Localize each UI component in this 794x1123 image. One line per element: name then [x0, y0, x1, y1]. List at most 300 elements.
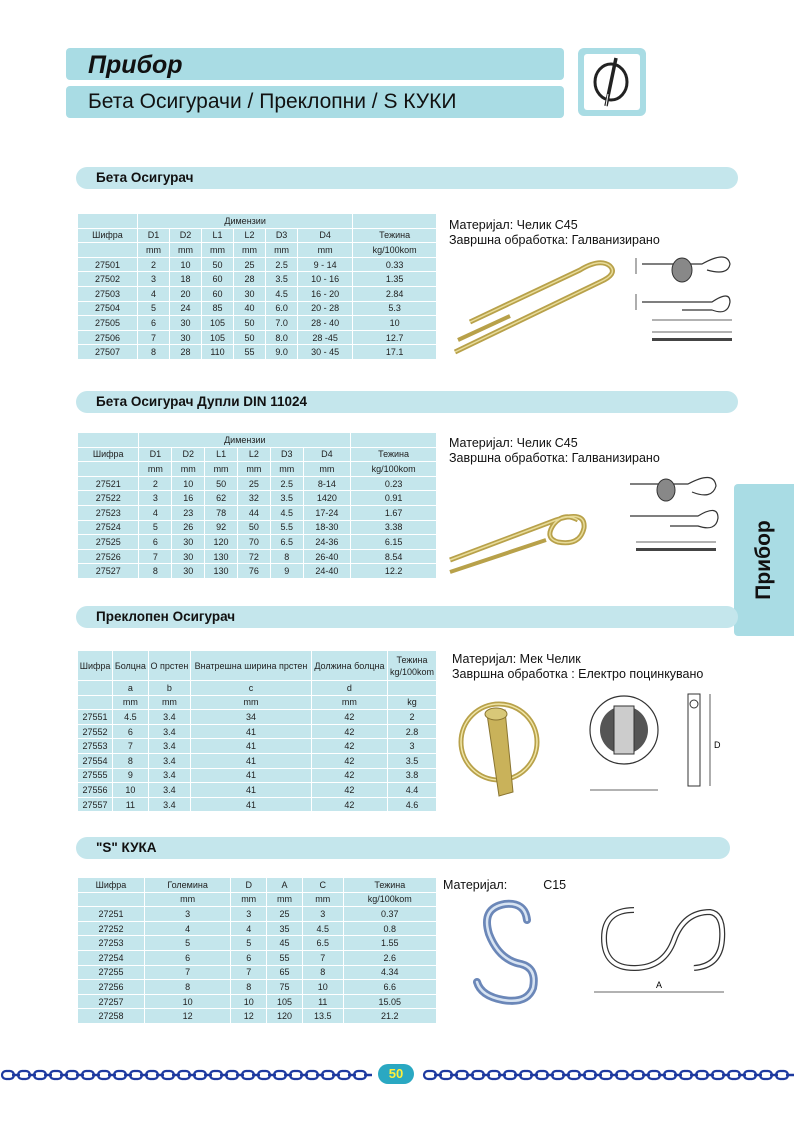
table-row — [78, 936, 437, 951]
linch-pin-material — [452, 652, 703, 682]
table-group-header — [78, 433, 437, 448]
page-title: Прибор — [88, 51, 183, 79]
unit-cell: mm — [311, 695, 387, 710]
table-cell: 30 - 45 — [298, 345, 353, 360]
table-cell: 30 — [172, 535, 205, 550]
table-cell: 27521 — [78, 476, 139, 491]
table-cell: 8-14 — [303, 476, 350, 491]
table-cell: 3.5 — [387, 753, 436, 768]
table-header-row — [78, 651, 437, 681]
table-cell: 16 - 20 — [298, 286, 353, 301]
page-subtitle-bar — [66, 86, 564, 118]
r-clip-logo-icon — [578, 48, 646, 116]
table-row — [78, 907, 437, 922]
table-cell: 7 — [139, 549, 172, 564]
table-cell: 9 — [113, 768, 149, 783]
table-cell: 10 — [231, 994, 267, 1009]
table-cell: 0.8 — [343, 921, 436, 936]
chain-decoration-left — [0, 1068, 372, 1082]
table-cell: 120 — [267, 1009, 303, 1024]
table-cell: 6 — [137, 316, 169, 331]
column-header: D4 — [298, 228, 353, 243]
table-cell: 6.15 — [351, 535, 437, 550]
unit-cell — [78, 695, 113, 710]
side-tab-label: Прибор — [752, 520, 775, 600]
table-cell: 27507 — [78, 345, 138, 360]
table-cell: 55 — [267, 950, 303, 965]
table-cell: 8 — [231, 980, 267, 995]
unit-cell: mm — [298, 243, 353, 258]
table-row — [78, 520, 437, 535]
table-cell: 12 — [144, 1009, 230, 1024]
table-cell: 2 — [139, 476, 172, 491]
table-cell: 0.37 — [343, 907, 436, 922]
column-header: Шифра — [78, 447, 139, 462]
column-header: A — [267, 878, 303, 893]
table-cell: 4.5 — [113, 710, 149, 725]
table-cell: 4.6 — [387, 797, 436, 812]
table-cell: 1420 — [303, 491, 350, 506]
page-subtitle: Бета Осигурачи / Преклопни / S КУКИ — [88, 90, 457, 113]
column-header: Тежина kg/100kom — [387, 651, 436, 681]
table-cell: 11 — [113, 797, 149, 812]
table-cell: 4 — [139, 505, 172, 520]
table-cell: 7.0 — [266, 316, 298, 331]
table-row — [78, 564, 437, 579]
table-cell: 26 — [172, 520, 205, 535]
table-cell: 10 — [172, 476, 205, 491]
unit-cell: mm — [270, 462, 303, 477]
table-letters-row — [78, 681, 437, 696]
table-cell: 3.4 — [148, 783, 191, 798]
table-cell: 4.34 — [343, 965, 436, 980]
table-cell: 27557 — [78, 797, 113, 812]
svg-text:A: A — [656, 980, 663, 990]
table-cell: 32 — [238, 491, 271, 506]
table-row — [78, 965, 437, 980]
group-header-cell: Димензии — [137, 214, 352, 229]
table-row — [78, 768, 437, 783]
table-cell: 27527 — [78, 564, 139, 579]
unit-cell: mm — [139, 462, 172, 477]
column-header: D1 — [139, 447, 172, 462]
double-pin-drawing — [620, 470, 730, 560]
column-header: L1 — [201, 228, 233, 243]
s-hook-photo — [455, 898, 555, 1008]
s-hook-drawing — [584, 900, 734, 1000]
column-header: Тежина — [351, 447, 437, 462]
unit-cell: mm — [137, 243, 169, 258]
table-cell: 4 — [137, 286, 169, 301]
table-cell: 27504 — [78, 301, 138, 316]
table-cell: 8 — [144, 980, 230, 995]
table-row — [78, 257, 437, 272]
table-cell: 2.8 — [387, 724, 436, 739]
table-cell: 27524 — [78, 520, 139, 535]
table-cell: 3.4 — [148, 797, 191, 812]
table-units-row — [78, 892, 437, 907]
table-cell: 3 — [231, 907, 267, 922]
table-cell: 105 — [201, 330, 233, 345]
table-cell: 25 — [234, 257, 266, 272]
table-cell: 62 — [205, 491, 238, 506]
letter-cell — [78, 681, 113, 696]
table-cell: 50 — [201, 257, 233, 272]
table-cell: 30 — [172, 564, 205, 579]
table-cell: 44 — [238, 505, 271, 520]
table-cell: 65 — [267, 965, 303, 980]
column-header: Болцна — [113, 651, 149, 681]
column-header: D — [231, 878, 267, 893]
table-cell: 10 — [302, 980, 343, 995]
table-cell: 27505 — [78, 316, 138, 331]
table-cell: 41 — [191, 753, 312, 768]
unit-cell: mm — [231, 892, 267, 907]
table-cell: 3.5 — [270, 491, 303, 506]
table-row — [78, 316, 437, 331]
table-cell: 2.5 — [270, 476, 303, 491]
table-cell: 3.8 — [387, 768, 436, 783]
table-cell: 70 — [238, 535, 271, 550]
table-row — [78, 505, 437, 520]
column-header: Шифра — [78, 651, 113, 681]
unit-cell: mm — [234, 243, 266, 258]
table-cell: 25 — [238, 476, 271, 491]
linch-pin-photo — [447, 692, 572, 802]
table-cell: 30 — [169, 330, 201, 345]
table-row — [78, 301, 437, 316]
table-cell: 41 — [191, 797, 312, 812]
table-cell: 3 — [144, 907, 230, 922]
table-cell: 12 — [231, 1009, 267, 1024]
table-cell: 2 — [387, 710, 436, 725]
table-cell: 3.4 — [148, 739, 191, 754]
table-cell: 0.23 — [351, 476, 437, 491]
table-row — [78, 739, 437, 754]
column-header: L1 — [205, 447, 238, 462]
unit-cell: kg — [387, 695, 436, 710]
table-row — [78, 286, 437, 301]
table-units-row — [78, 462, 437, 477]
table-cell: 34 — [191, 710, 312, 725]
table-cell: 27252 — [78, 921, 145, 936]
finish-line: Завршна обработка : Електро поцинкувано — [452, 667, 704, 681]
unit-cell — [78, 462, 139, 477]
table-cell: 0.33 — [353, 257, 437, 272]
table-cell: 26-40 — [303, 549, 350, 564]
table-cell: 7 — [144, 965, 230, 980]
table-cell: 28 - 40 — [298, 316, 353, 331]
svg-text:D: D — [714, 740, 721, 750]
table-cell: 6 — [139, 535, 172, 550]
unit-label: kg/100kom — [389, 666, 434, 677]
table-cell: 27551 — [78, 710, 113, 725]
unit-cell: mm — [172, 462, 205, 477]
double-pin-photo — [446, 490, 596, 590]
column-header: L2 — [238, 447, 271, 462]
table-cell: 1.55 — [343, 936, 436, 951]
table-cell: 3 — [139, 491, 172, 506]
column-header: L2 — [234, 228, 266, 243]
table-cell: 27522 — [78, 491, 139, 506]
table-cell: 9 — [270, 564, 303, 579]
table-cell: 6 — [113, 724, 149, 739]
table-cell: 27554 — [78, 753, 113, 768]
beta-pin-drawing — [632, 250, 742, 345]
table-cell: 27257 — [78, 994, 145, 1009]
beta-pin-table — [77, 213, 437, 360]
letter-cell — [387, 681, 436, 696]
table-cell — [78, 214, 138, 229]
table-cell: 27555 — [78, 768, 113, 783]
table-cell: 110 — [201, 345, 233, 360]
table-cell: 30 — [172, 549, 205, 564]
unit-cell: mm — [144, 892, 230, 907]
table-cell: 3.4 — [148, 710, 191, 725]
table-cell: 105 — [201, 316, 233, 331]
table-cell: 27256 — [78, 980, 145, 995]
table-cell: 6.5 — [302, 936, 343, 951]
table-cell: 6.0 — [266, 301, 298, 316]
column-header: Должина болцна — [311, 651, 387, 681]
table-cell — [353, 214, 437, 229]
table-cell: 35 — [267, 921, 303, 936]
table-group-header — [78, 214, 437, 229]
table-cell: 15.05 — [343, 994, 436, 1009]
table-cell: 24-36 — [303, 535, 350, 550]
table-cell: 76 — [238, 564, 271, 579]
table-cell: 50 — [234, 316, 266, 331]
column-header: Тежина — [353, 228, 437, 243]
table-cell: 10 — [113, 783, 149, 798]
table-row — [78, 753, 437, 768]
table-cell: 42 — [311, 783, 387, 798]
table-cell: 18-30 — [303, 520, 350, 535]
double-pin-material — [449, 436, 660, 466]
table-row — [78, 535, 437, 550]
table-cell: 27503 — [78, 286, 138, 301]
table-cell: 10 — [353, 316, 437, 331]
material-line: Материјал: Челик C45 — [449, 436, 578, 450]
table-cell: 8 — [302, 965, 343, 980]
table-cell: 41 — [191, 739, 312, 754]
material-line: Материјал: Челик C45 — [449, 218, 578, 232]
chain-decoration-right — [422, 1068, 794, 1082]
unit-cell: mm — [169, 243, 201, 258]
column-header: Внатрешна ширина прстен — [191, 651, 312, 681]
table-cell: 42 — [311, 710, 387, 725]
table-cell: 41 — [191, 768, 312, 783]
table-cell: 27254 — [78, 950, 145, 965]
unit-cell: mm — [113, 695, 149, 710]
table-cell: 8.0 — [266, 330, 298, 345]
table-row — [78, 980, 437, 995]
table-cell: 50 — [238, 520, 271, 535]
table-cell: 27525 — [78, 535, 139, 550]
table-cell: 27523 — [78, 505, 139, 520]
table-cell: 10 — [144, 994, 230, 1009]
table-cell: 5 — [137, 301, 169, 316]
unit-cell: kg/100kom — [343, 892, 436, 907]
table-cell: 3 — [137, 272, 169, 287]
table-cell: 8 — [113, 753, 149, 768]
finish-line: Завршна обработка: Галванизирано — [449, 233, 660, 247]
table-cell: 4 — [231, 921, 267, 936]
table-cell: 28 -45 — [298, 330, 353, 345]
column-header: C — [302, 878, 343, 893]
table-row — [78, 272, 437, 287]
table-row — [78, 491, 437, 506]
table-header-row — [78, 878, 437, 893]
table-cell: 4.4 — [387, 783, 436, 798]
unit-cell: kg/100kom — [353, 243, 437, 258]
table-cell: 6.5 — [270, 535, 303, 550]
table-cell: 42 — [311, 724, 387, 739]
table-cell: 12.7 — [353, 330, 437, 345]
table-cell: 42 — [311, 797, 387, 812]
table-cell: 92 — [205, 520, 238, 535]
table-cell: 8 — [270, 549, 303, 564]
letter-cell: b — [148, 681, 191, 696]
column-header: D1 — [137, 228, 169, 243]
unit-cell: mm — [302, 892, 343, 907]
table-cell: 7 — [137, 330, 169, 345]
table-cell: 41 — [191, 783, 312, 798]
table-cell: 2.5 — [266, 257, 298, 272]
table-cell: 78 — [205, 505, 238, 520]
beta-pin-material — [449, 218, 660, 248]
table-cell: 18 — [169, 272, 201, 287]
column-header: D2 — [172, 447, 205, 462]
table-cell: 4.5 — [302, 921, 343, 936]
column-header: Шифра — [78, 228, 138, 243]
table-cell: 27255 — [78, 965, 145, 980]
table-cell: 5.5 — [270, 520, 303, 535]
unit-cell — [78, 892, 145, 907]
section-bar-double-beta-pin — [76, 391, 738, 413]
table-cell: 2 — [137, 257, 169, 272]
table-cell: 20 — [169, 286, 201, 301]
table-cell: 130 — [205, 549, 238, 564]
table-cell: 11 — [302, 994, 343, 1009]
table-cell: 42 — [311, 768, 387, 783]
section-bar-beta-pin — [76, 167, 738, 189]
table-cell: 6 — [144, 950, 230, 965]
table-row — [78, 549, 437, 564]
table-cell: 24-40 — [303, 564, 350, 579]
section-bar-linch-pin — [76, 606, 738, 628]
column-header: Тежина — [343, 878, 436, 893]
table-cell: 7 — [302, 950, 343, 965]
table-row — [78, 921, 437, 936]
table-cell: 27502 — [78, 272, 138, 287]
table-row — [78, 994, 437, 1009]
table-units-row — [78, 243, 437, 258]
unit-cell: mm — [148, 695, 191, 710]
group-header-cell: Димензии — [139, 433, 351, 448]
table-cell: 27526 — [78, 549, 139, 564]
table-cell: 13.5 — [302, 1009, 343, 1024]
table-cell: 40 — [234, 301, 266, 316]
table-cell: 27552 — [78, 724, 113, 739]
table-cell: 28 — [234, 272, 266, 287]
table-cell: 5 — [144, 936, 230, 951]
unit-cell: mm — [205, 462, 238, 477]
table-units-row — [78, 695, 437, 710]
unit-cell: mm — [191, 695, 312, 710]
page-number: 50 — [378, 1064, 414, 1084]
table-cell: 75 — [267, 980, 303, 995]
section-bar-s-hook — [76, 837, 730, 859]
table-cell — [78, 433, 139, 448]
table-cell: 105 — [267, 994, 303, 1009]
column-header: D4 — [303, 447, 350, 462]
s-hook-table — [77, 877, 437, 1024]
column-header: Големина — [144, 878, 230, 893]
unit-cell: kg/100kom — [351, 462, 437, 477]
column-header: D3 — [266, 228, 298, 243]
table-cell: 25 — [267, 907, 303, 922]
table-cell: 3.4 — [148, 768, 191, 783]
section-title: Бета Осигурач Дупли DIN 11024 — [96, 394, 308, 409]
table-cell: 3.38 — [351, 520, 437, 535]
linch-pin-drawing — [584, 690, 734, 800]
table-cell: 30 — [234, 286, 266, 301]
page-title-bar — [66, 48, 564, 80]
table-cell: 85 — [201, 301, 233, 316]
letter-cell: d — [311, 681, 387, 696]
table-row — [78, 950, 437, 965]
table-cell: 2.84 — [353, 286, 437, 301]
table-cell: 27253 — [78, 936, 145, 951]
table-cell: 8.54 — [351, 549, 437, 564]
table-cell: 4.5 — [270, 505, 303, 520]
table-cell: 16 — [172, 491, 205, 506]
table-cell: 5 — [231, 936, 267, 951]
table-cell: 27501 — [78, 257, 138, 272]
unit-cell: mm — [303, 462, 350, 477]
table-cell: 2.6 — [343, 950, 436, 965]
material-line: Материјал: — [443, 878, 508, 892]
table-cell: 4 — [144, 921, 230, 936]
column-header: Шифра — [78, 878, 145, 893]
table-cell: 5 — [139, 520, 172, 535]
table-cell: 10 — [169, 257, 201, 272]
column-header: D2 — [169, 228, 201, 243]
letter-cell: c — [191, 681, 312, 696]
table-row — [78, 797, 437, 812]
unit-cell: mm — [201, 243, 233, 258]
table-cell: 60 — [201, 272, 233, 287]
finish-line: Завршна обработка: Галванизирано — [449, 451, 660, 465]
table-cell: 3.4 — [148, 753, 191, 768]
table-row — [78, 345, 437, 360]
table-header-row — [78, 228, 437, 243]
table-cell: 45 — [267, 936, 303, 951]
table-cell: 50 — [205, 476, 238, 491]
table-cell: 7 — [113, 739, 149, 754]
section-title: Бета Осигурач — [96, 170, 194, 185]
beta-pin-photo — [450, 252, 620, 362]
table-cell: 9.0 — [266, 345, 298, 360]
column-header: О прстен — [148, 651, 191, 681]
section-title: Преклопен Осигурач — [96, 609, 236, 624]
table-cell: 27556 — [78, 783, 113, 798]
table-cell: 55 — [234, 345, 266, 360]
table-cell: 7 — [231, 965, 267, 980]
unit-cell — [78, 243, 138, 258]
table-cell: 42 — [311, 739, 387, 754]
